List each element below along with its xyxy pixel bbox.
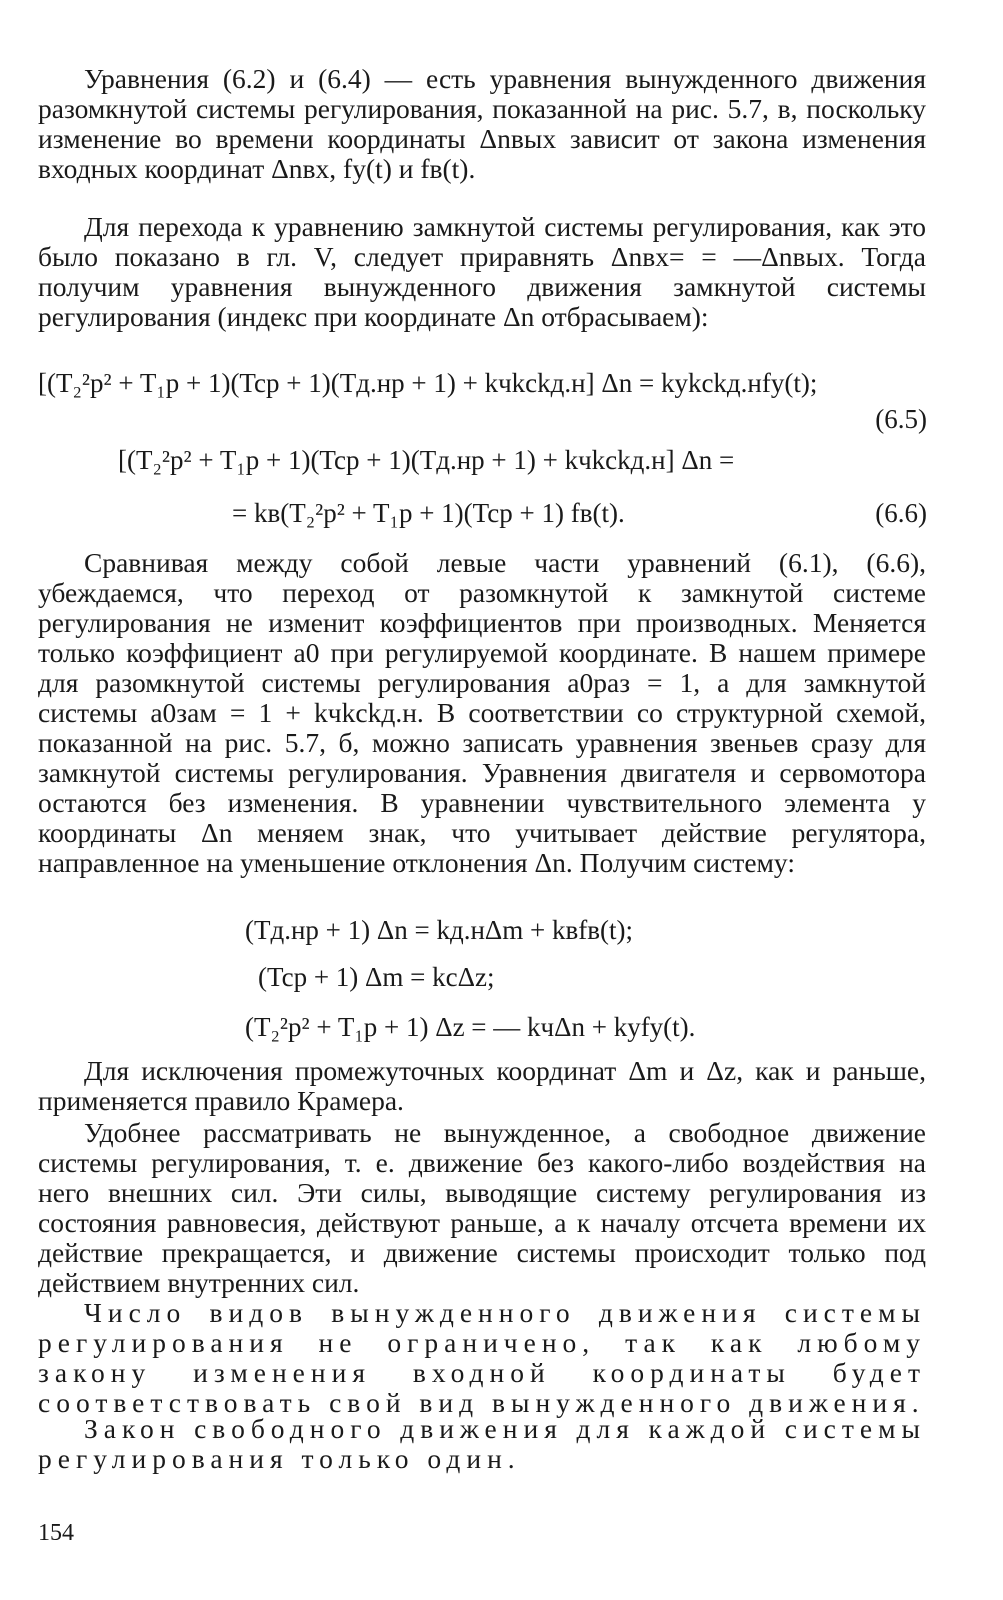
system-equation-3: (T₂²p² + T₁p + 1) Δz = — kчΔn + kуfу(t). <box>245 1012 696 1042</box>
paragraph-2: Для перехода к уравнению замкнутой системы регулирования, как это было показано в гл. V, следует приравнять Δnвх= = —Δnвых. Тогда получим уравнения вынужденного движения замкнутой системы регулирования (индекс при координате Δn отбрасываем): <box>38 211 926 332</box>
system-equation-2: (Tcp + 1) Δm = kcΔz; <box>258 962 495 992</box>
page-number: 154 <box>38 1520 74 1546</box>
equation-6-6-line-2: = kв(T₂²p² + T₁p + 1)(Tcp + 1) fв(t). <box>232 498 625 528</box>
system-equation-1: (Tд.нp + 1) Δn = kд.нΔm + kвfв(t); <box>245 915 633 945</box>
paragraph-6: Число видов вынужденного движения системы регулирования не ограничено, так как любому закону изменения входной координаты будет соответствовать свой вид вынужденного движения. <box>38 1297 926 1418</box>
equation-number-6-6: (6.6) <box>875 498 927 528</box>
paragraph-7: Закон свободного движения для каждой системы регулирования только один. <box>38 1413 926 1474</box>
equation-number-6-5: (6.5) <box>875 404 927 434</box>
paragraph-3: Сравнивая между собой левые части уравнений (6.1), (6.6), убеждаемся, что переход от разомкнутой к замкнутой системе регулирования не изменит коэффициентов при производных. Меняется только коэффициент a0 при регулируемой координате. В нашем примере для разомкнутой системы регулирования a0раз = 1, а для замкнутой системы a0зам = 1 + kчkckд.н. В соответствии со структурной схемой, показанной на рис. 5.7, б, можно записать уравнения звеньев сразу для замкнутой системы регулирования. Уравнения двигателя и сервомотора остаются без изменения. В уравнении чувствительного элемента у координаты Δn меняем знак, что учитывает действие регулятора, направленное на уменьшение отклонения Δn. Получим систему: <box>38 547 926 878</box>
equation-6-6-line-1: [(T₂²p² + T₁p + 1)(Tcp + 1)(Tд.нp + 1) + kчkckд.н] Δn = <box>118 445 735 475</box>
equation-6-5: [(T₂²p² + T₁p + 1)(Tcp + 1)(Tд.нp + 1) + kчkckд.н] Δn = kуkckд.нfу(t); <box>38 368 818 398</box>
paragraph-4: Для исключения промежуточных координат Δm и Δz, как и раньше, применяется правило Крамера. <box>38 1055 926 1116</box>
paragraph-5: Удобнее рассматривать не вынужденное, а свободное движение системы регулирования, т. е. движение без какого-либо воздействия на него внешних сил. Эти силы, выводящие систему регулирования из состояния равновесия, действуют раньше, а к началу отсчета времени их действие прекращается, и движение системы происходит только под действием внутренних сил. <box>38 1117 926 1298</box>
paragraph-1: Уравнения (6.2) и (6.4) — есть уравнения вынужденного движения разомкнутой системы регулирования, показанной на рис. 5.7, в, поскольку изменение во времени координаты Δnвых зависит от закона изменения входных координат Δnвх, fу(t) и fв(t). <box>38 63 926 184</box>
